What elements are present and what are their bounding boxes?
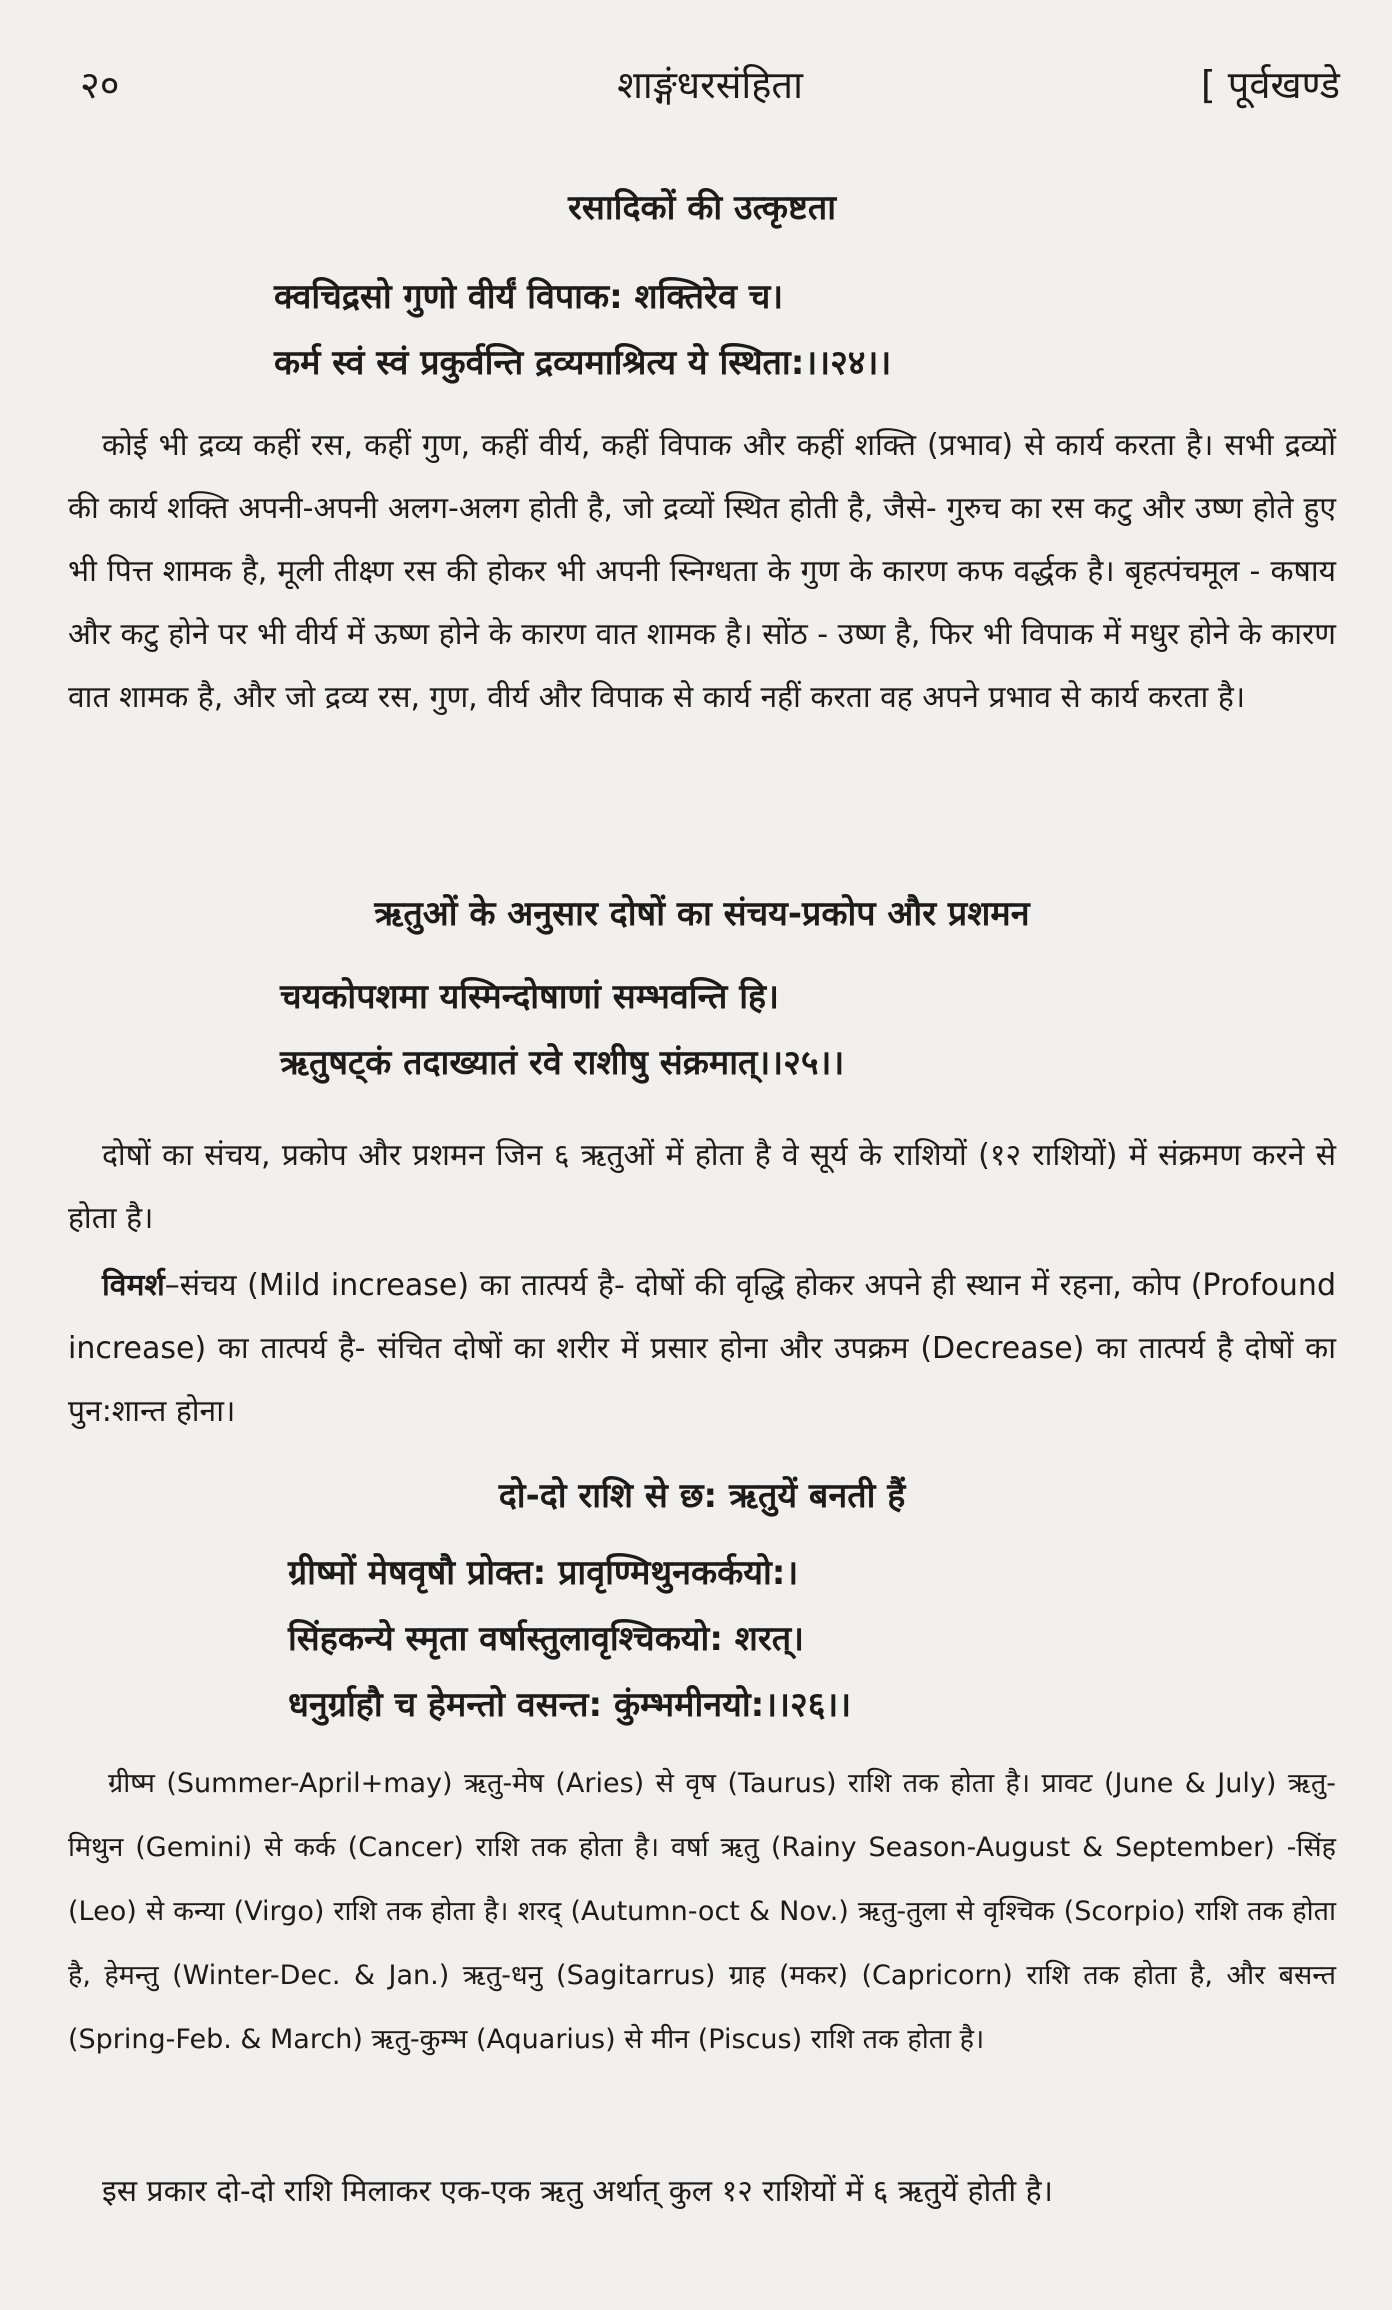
verse-line: ऋतुषट्कं तदाख्यातं रवे राशीषु संक्रमात्।।२५।। (280, 1043, 845, 1083)
verse-line: धनुर्ग्राहौ च हेमन्तो वसन्त: कुंम्भमीनयो:।।२६।। (288, 1685, 852, 1725)
section-heading: दो-दो राशि से छ: ऋतुयें बनती हैं (498, 1476, 906, 1516)
paragraph: दोषों का संचय, प्रकोप और प्रशमन जिन ६ ऋतुओं में होता है वे सूर्य के राशियों (१२ राशियों) में संक्रमण करने से होता है। (68, 1138, 1336, 1236)
running-header (80, 58, 1340, 118)
verse-line: चयकोपशमा यस्मिन्दोषाणां सम्भवन्ति हि। (280, 977, 779, 1017)
vimarsh-label: विमर्श (102, 1268, 165, 1303)
book-title: शाङ्गंधरसंहिता (617, 63, 803, 107)
verse-block (274, 264, 1074, 396)
section-label: [ पूर्वखण्डे (1200, 63, 1340, 107)
page-number: २० (80, 63, 120, 107)
verse-block (288, 1540, 1088, 1738)
verse-line: सिंहकन्ये स्मृता वर्षास्तुलावृश्चिकयो: शरत्। (288, 1619, 805, 1659)
verse-line: ग्रीष्मों मेषवृषौ प्रोक्त: प्रावृण्मिथुनकर्कयो:। (288, 1553, 799, 1593)
paragraph: कोई भी द्रव्य कहीं रस, कहीं गुण, कहीं वीर्य, कहीं विपाक और कहीं शक्ति (प्रभाव) से कार्य करता है। सभी द्रव्यों की कार्य शक्ति अपनी-अपनी अलग-अलग होती है, जो द्रव्यों स्थित होती है, जैसे- गुरुच का रस कटु और उष्ण होते हुए भी पित्त शामक है, मूली तीक्ष्ण रस की होकर भी अपनी स्निग्धता के गुण के कारण कफ वर्द्धक है। बृहत्पंचमूल - कषाय और कटु होने पर भी वीर्य में ऊष्ण होने के कारण वात शामक है। सोंठ - उष्ण है, फिर भी विपाक में मधुर होने के कारण वात शामक है, और जो द्रव्य रस, गुण, वीर्य और विपाक से कार्य नहीं करता वह अपने प्रभाव से कार्य करता है। (68, 428, 1336, 715)
paragraph: इस प्रकार दो-दो राशि मिलाकर एक-एक ऋतु अर्थात् कुल १२ राशियों में ६ ऋतुयें होती है। (102, 2174, 1053, 2209)
section-heading: ऋतुओं के अनुसार दोषों का संचय-प्रकोप और प्रशमन (374, 894, 1030, 934)
vimarsh-paragraph (68, 1254, 1336, 1443)
paragraph: ग्रीष्म (Summer-April+may) ऋतु-मेष (Aries) से वृष (Taurus) राशि तक होता है। प्रावट (June & July) ऋतु-मिथुन (Gemini) से कर्क (Cancer) राशि तक होता है। वर्षा ऋतु (Rainy Season-August & September) -सिंह (Leo) से कन्या (Virgo) राशि तक होता है। शरद् (Autumn-oct & Nov.) ऋतु-तुला से वृश्चिक (Scorpio) राशि तक होता है, हेमन्तु (Winter-Dec. & Jan.) ऋतु-धनु (Sagitarrus) ग्राह (मकर) (Capricorn) राशि तक होता है, और बसन्त (Spring-Feb. & March) ऋतु-कुम्भ (Aquarius) से मीन (Piscus) राशि तक होता है। (68, 1768, 1336, 2055)
section-heading: रसादिकों की उत्कृष्टता (567, 188, 837, 228)
verse-line: क्वचिद्रसो गुणो वीर्यं विपाक: शक्तिरेव च। (274, 277, 784, 317)
verse-line: कर्म स्वं स्वं प्रकुर्वन्ति द्रव्यमाश्रित्य ये स्थिता:।।२४।। (274, 343, 892, 383)
verse-block (280, 964, 1080, 1096)
vimarsh-text: –संचय (Mild increase) का तात्पर्य है- दोषों की वृद्धि होकर अपने ही स्थान में रहना, कोप (Profound increase) का तात्पर्य है- संचित दोषों का शरीर में प्रसार होना और उपक्रम (Decrease) का तात्पर्य है दोषों का पुन:शान्त होना। (68, 1268, 1336, 1429)
